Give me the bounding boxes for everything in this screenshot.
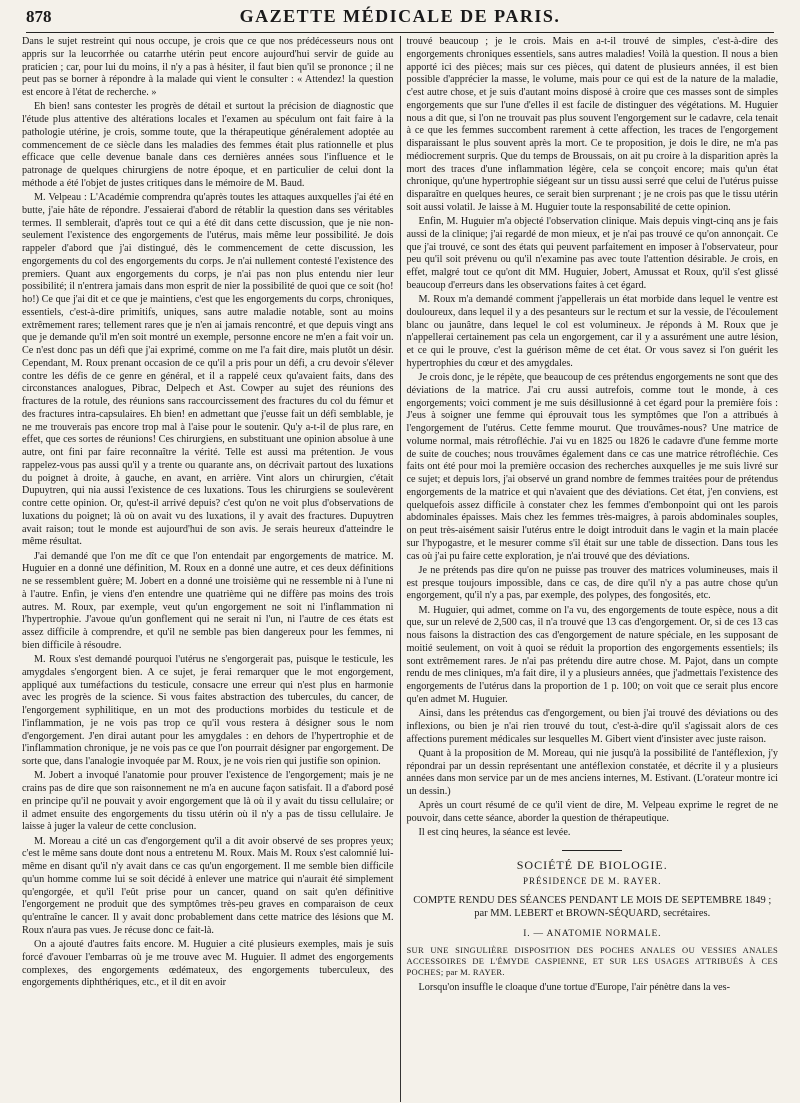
paragraph: Je crois donc, je le répète, que beaucoup de ces prétendus engorgements ne sont que des déviations de la matrice. J'ai cru aussi autrefois, comme tout le monde, à ces engorgements; voici comment je me suis désillusionné à cet égard pour la première fois : J'eus à soigner une femme qui éprouvait tous les symptômes que l'on a attribués à l'engorgement de l'utérus. Cette femme mourut. Que trouvâmes-nous? Une matrice de volume normal, mais rétrofléchie. J'ai vu en 1825 ou 1826 le cadavre d'une femme morte de suite de couches; nous trouvâmes également dans ce cas une matrice rétrofléchie. Ces faits ont été pour moi la première occasion des recherches auxquelles je me suis livré sur ce sujet; et depuis lors, j'ai observé un grand nombre de femmes traitées pour de prétendus engorgements de la matrice et qui n'avaient que des déviations. Cet état, j'en conviens, est quelquefois assez difficile à constater chez les femmes d'embonpoint qui ont les parois abdominales épaisses. Mais chez les femmes très-maigres, à parois abdominales souples, on peut très-aisément saisir l'utérus entre le doigt introduit dans le vagin et la main placée sur l'hypogastre, et le mesurer comme s'il était sur une table de dissection. Dans tous les cas où j'ai pu faire cette exploration, je n'ai trouvé que des déviations. <box>406 372 778 562</box>
paragraph: J'ai demandé que l'on me dît ce que l'on entendait par engorgements de matrice. M. Huguier en a donné une définition, M. Roux en a donné une autre, et ces deux définitions ne se ressemblent guère; M. Jobert en a donné une troisième qui ne ressemble ni à l'une ni à l'autre. Enfin, je viens d'en entendre une quatrième qui ne diffère pas moins des trois autres. M. Roux, par exemple, veut qu'un engorgement ne soit ni l'inflammation ni l'hypertrophie. J'avoue qu'un gonflement qui ne serait ni l'un, ni l'autre de ces états est assez difficile à comprendre, et qu'il ne semble pas bien dangereux pour les femmes, ni bien difficile à résoudre. <box>22 550 394 651</box>
journal-title: GAZETTE MÉDICALE DE PARIS. <box>239 6 561 26</box>
section-divider <box>562 850 622 851</box>
paragraph: Quant à la proposition de M. Moreau, qui nie jusqu'à la possibilité de l'antéflexion, j'y répondrai par un dessin représentant une antéflexion constatée, et décrite il y a plusieurs années dans mon service par un de mes anciens internes, M. Estivant. (L'orateur montre ici un dessin.) <box>406 747 778 797</box>
paragraph: M. Huguier, qui admet, comme on l'a vu, des engorgements de toute espèce, nous a dit que, sur un relevé de 2,500 cas, il n'a trouvé que 13 cas d'engorgement. Or, si de ces 13 cas nous faisons la distraction des cas d'engorgement de nature spéciale, en les supposant de moitié seulement, on voit à quoi se réduit la proportion des engorgements essentiels; ils sont extrêmement rares. Je n'ai pas prétendu dire autre chose. M. Pajot, dans un compte rendu de mes cliniques, m'a fait dire, il y a plusieurs années, que j'admettais l'existence des engorgements de l'utérus dans la proportion de 1 p. 100; on voit que ce serait plus encore qu'en admet M. Huguier. <box>406 604 778 705</box>
left-column <box>22 36 400 1102</box>
paragraph: M. Roux m'a demandé comment j'appellerais un état morbide dans lequel le ventre est douloureux, dans lequel il y a des pesanteurs sur le rectum et sur la vessie, de l'écoulement blanc ou jaunâtre, dans lequel le col est volumineux. Je réponds à M. Roux que je n'appellerai certainement pas cela un engorgement, car il y a assurément une autre lésion, et ce qui le prouve, c'est la guérison même de cet état. Or vous savez si l'on guérit les hypertrophies du cœur et des amygdales. <box>406 294 778 369</box>
paragraph: Je ne prétends pas dire qu'on ne puisse pas trouver des matrices volumineuses, mais il est presque toujours impossible, dans ce cas, de dire qu'il n'y a pas autre chose qu'un engorgement, qu'il n'y a pas, par exemple, des polypes, des fongosités, etc. <box>406 564 778 602</box>
right-column <box>400 36 779 1102</box>
article-subtitle: SUR UNE SINGULIÈRE DISPOSITION DES POCHES ANALES OU VESSIES ANALES ACCESSOIRES DE L'ÉMYDE CASPIENNE, ET SUR LES USAGES ATTRIBUÉS À CES POCHES; par M. RAYER. <box>406 945 778 978</box>
page-number: 878 <box>26 7 52 26</box>
paragraph: Dans le sujet restreint qui nous occupe, je crois que ce que nos prédécesseurs nous ont appris sur la leucorrhée ou catarrhe utérin peut encore aujourd'hui servir de guide au praticien ; car, pour lui du moins, il n'y a pas à hésiter, il faut bien qu'il se prononce ; il ne peut pas se borner à répondre à la malade qui vient le consulter : « Attendez! la question est encore à l'état de recherche. » <box>22 36 394 98</box>
section-heading: I. — ANATOMIE NORMALE. <box>523 928 662 939</box>
presidence-line: PRÉSIDENCE DE M. RAYER. <box>523 875 662 886</box>
paragraph: Eh bien! sans contester les progrès de détail et surtout la précision de diagnostic que l'étude plus attentive des altérations locales et l'examen au spéculum ont fait faire à la pathologie utérine, je crois, somme toute, que la thérapeutique généralement adoptée au commencement de ce siècle dans les maladies des femmes était plus rationnelle et plus efficace que celle devenue banale dans ces dernières années sous l'influence et le patronage de quelques chirurgiens de notre époque, et en particulier de celui dont la méthode a été l'objet de justes critiques dans le mémoire de M. Baud. <box>22 101 394 189</box>
paragraph: M. Velpeau : L'Académie comprendra qu'après toutes les attaques auxquelles j'ai été en butte, j'aie hâte de répondre. J'essaierai d'abord de rétablir la question dans ses véritables termes. Il semblerait, d'après tout ce qui a été dit dans cette discussion, que je nie non-seulement l'existence des engorgements de l'utérus, mais même leur possibilité. Je dois rappeler d'abord que j'ai distingué, dès le commencement de cette discussion, les engorgements du col des engorgements du corps. Je n'ai nullement contesté l'existence des premiers. Quant aux engorgements du corps, je n'ai pas non plus entendu nier leur possibilité; il n'entrera jamais dans mon esprit de nier la possibilité de quoi que ce soit (ho! ho!) Ce que j'ai dit et ce que je maintiens, c'est que les engorgements du corps, chroniques, essentiels, c'est-à-dire primitifs, uniques, sans autre maladie notable, sont au moins extrêmement rares; tellement rares que je n'en ai jamais rencontré, et que depuis vingt ans que je demande qu'il m'en soit montré un exemple, personne encore ne m'en a fait voir un. Ce n'est donc pas un défi que j'ai exprimé, comme on me l'a fait dire, mais plutôt un désir. Cependant, M. Roux prenant occasion de ce qu'il a pris pour un défi, a cru devoir s'élever contre les défis de ce genre en général, et il a rappelé ceux qu'avaient faits, dans des circonstances analogues, Pibrac, Delpech et Ast. Cowper au sujet des réunions des fractures de la rotule, des réunions sans raccourcissement des fractures du col du fémur et des fractures intra-capsulaires. Eh bien! en admettant que j'eusse fait un défi semblable, je ne me trouverais pas encore trop mal à l'aise pour le soutenir. Qu'y a-t-il de plus rare, en effet, que ces sortes de réunions! Ces chirurgiens, en substituant une opinion absolue à une autre, ont fini par faire reconnaître la vérité. Telle est aussi ma prétention. Je vous rappelez-vous pas aussi qu'il y a trente ou quarante ans, on décrivait partout des luxations du poignet à droite, à gauche, en avant, en arrière. Vint alors un chirurgien, c'était Dupuytren, qui nia aussi l'existence de ces luxations. Tous les chirurgiens se soulevèrent contre cette opinion. Or, qu'est-il arrivé depuis? c'est qu'on ne voit plus d'observations de luxations du poignet; là où on avait vu des luxations, il y avait des fractures. Dupuytren avait raison; tout le monde est aujourd'hui de son avis. Je serais heureux d'atteindre le même résultat. <box>22 192 394 548</box>
paragraph: M. Jobert a invoqué l'anatomie pour prouver l'existence de l'engorgement; mais je ne crains pas de dire que son raisonnement ne m'a en aucune façon satisfait. Il a d'abord posé en principe qu'il ne pouvait y avoir engorgement que là où il y avait du tissu cellulaire; or il admet ensuite des engorgements du tissu utérin où il n'y a pas de tissu cellulaire. Je laisse à juger la valeur de cette conclusion. <box>22 770 394 833</box>
paragraph: Lorsqu'on insuffle le cloaque d'une tortue d'Europe, l'air pénètre dans la ves- <box>418 982 731 994</box>
paragraph: Enfin, M. Huguier m'a objecté l'observation clinique. Mais depuis vingt-cinq ans je fais aussi de la clinique; j'ai regardé de mon mieux, et je n'ai pas trouvé ce qu'on annonçait. Ce que j'ai trouvé, ce sont des états qui peuvent parfaitement en imposer à l'observateur, pour peu qu'il soit prévenu ou qu'il n'examine pas avec toute l'attention désirable. Je crois, en effet, malgré tout ce qu'ont dit MM. Huguier, Jobert, Amussat et Roux, qu'il s'est glissé beaucoup d'erreurs dans les observations faites à cet égard. <box>406 216 778 291</box>
paragraph: M. Roux s'est demandé pourquoi l'utérus ne s'engorgerait pas, puisque le testicule, les amygdales s'engorgent bien. A ce sujet, je ferai remarquer que le mot engorgement, appliqué aux tuméfactions du testicule, consacre une erreur qui n'est plus en harmonie avec les progrès de la science. Si vous faites abstraction des tubercules, du cancer, de l'engorgement syphilitique, en un mot des productions morbides du testicule et de l'inflammation, je ne vois pas trop ce qu'il vous restera à désigner sous le nom d'engorgement. J'en dirai autant pour les amygdales : en dehors de l'hypertrophie et de l'inflammation chronique, je ne vois pas ce que l'on pourrait désigner par engorgement. De sorte que, dans l'analogie invoquée par M. Roux, je ne vois rien qui justifie son opinion. <box>22 654 394 767</box>
page-header <box>26 6 774 33</box>
compte-rendu-heading: COMPTE RENDU DES SÉANCES PENDANT LE MOIS DE SEPTEMBRE 1849 ; par MM. LEBERT et BROWN-SÉQUARD, secrétaires. <box>413 894 772 919</box>
paragraph: Ainsi, dans les prétendus cas d'engorgement, ou bien j'ai trouvé des déviations ou des inflexions, ou bien je n'ai rien trouvé du tout, c'est-à-dire qu'il s'agissait alors de ces affections purement médicales sur lesquelles M. Gibert vient d'insister avec juste raison. <box>406 708 778 745</box>
paragraph: trouvé beaucoup ; je le crois. Mais en a-t-il trouvé de simples, c'est-à-dire des engorgements chroniques essentiels, sans autres maladies! Voilà la question. Il nous a bien apporté ici des pièces; mais sur ces pièces, qui datent de plusieurs années, il est bien possible d'apprécier la masse, le volume, mais pour ce qui est de la nature de la maladie, c'est autre chose, et je suis d'autant moins disposé à croire que ces masses sont de simples engorgements que sur l'une d'elles il est facile de distinguer des végétations. M. Huguier nous a dit que, si l'on ne trouvait pas plus souvent l'engorgement sur le cadavre, cela tenait à ce que les femmes succombent rarement à cette affection, les traces de l'engorgement disparaissant le plus souvent après la mort. Ce te proposition, je dois le dire, ne m'a pas médiocrement surpris. Que du temps de Broussais, on ait pu croire à la disparition après la mort des traces d'une inflammation légère, cela se conçoit encore; mais qu'un état chronique, qu'une hypertrophie siégeant sur un tissu aussi serré que celui de l'utérus puisse disparaître en quelques heures, ce serait bien surprenant ; je ne crois pas que le tissu utérin soit aussi volatil. Je laisse à M. Huguier toute la responsabilité de cette opinion. <box>406 36 778 213</box>
paragraph: Après un court résumé de ce qu'il vient de dire, M. Velpeau exprime le regret de ne pouvoir, dans cette séance, aborder la question de thérapeutique. <box>406 800 778 824</box>
columns <box>22 36 778 1102</box>
society-title: SOCIÉTÉ DE BIOLOGIE. <box>516 858 668 872</box>
paragraph: M. Moreau a cité un cas d'engorgement qu'il a dit avoir observé de ses propres yeux; c'est le même sans doute dont nous a entretenu M. Roux. Mais M. Roux s'est calomnié lui-même en disant qu'il n'y avait dans ce cas qu'un engorgement. Il me semble bien difficile qu'un homme comme lui se soit décidé à enlever une matrice qui n'aurait été simplement qu'engorgée, et qu'il l'eût prise pour un cancer, quand on sait qu'en définitive l'engorgement ne produit que des symptômes très-peu graves en comparaison de ceux qu'entraîne le cancer. Il y avait donc probablement dans cette matrice des lésions que M. Roux n'aura pas vues. Je récuse donc ce fait-là. <box>22 835 394 936</box>
paragraph: Il est cinq heures, la séance est levée. <box>418 827 571 839</box>
paragraph: On a ajouté d'autres faits encore. M. Huguier a cité plusieurs exemples, mais je suis forcé d'avouer l'embarras où je me trouve avec M. Huguier. Il admet des engorgements complexes, des engorgements œdémateux, des engorgements tuberculeux, des engorgements diphthériques, etc., et il dit en avoir <box>22 939 394 989</box>
